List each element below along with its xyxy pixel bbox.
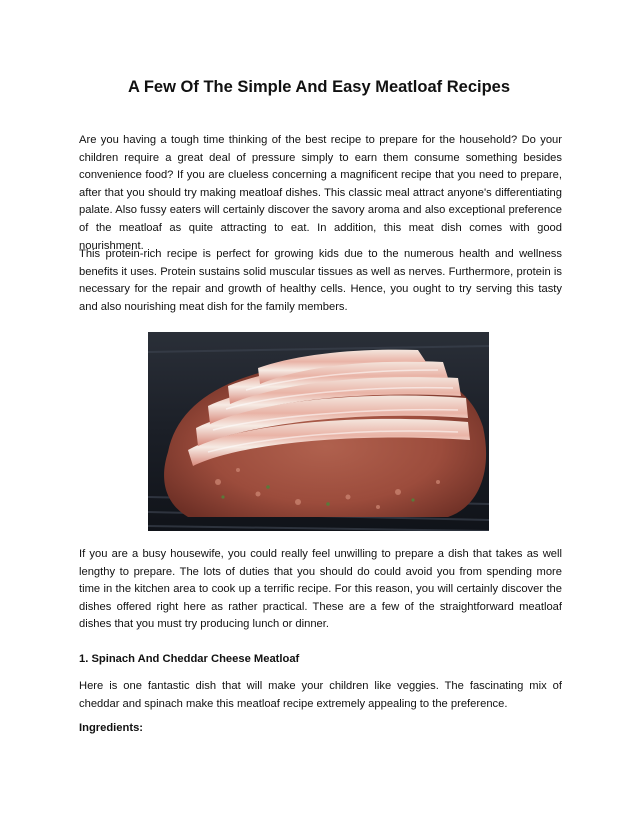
busy-housewife-paragraph: If you are a busy housewife, you could really feel unwilling to prepare a dish that takes as well lengthy to prepare. The lots of duties that you should do could avoid you from spending more time in the kitchen area to cook up a terrific recipe. For this reason, you will certainly discover the dishes offered right here as rather practical. These are a few of the straightforward meatloaf dishes that you must try producing lunch or dinner. [79, 548, 562, 631]
meatloaf-image [148, 332, 489, 531]
intro-paragraph: Are you having a tough time thinking of the best recipe to prepare for the household? Do your children require a great deal of pressure simply to earn them consume something besides convenience food? If you are clueless concerning a magnificent recipe that you need to prepare, after that you should try making meatloaf dishes. This classic meal attract anyone's differentiating palate. Also fussy eaters will certainly discover the savory aroma and also exceptional preference of the meatloaf as quite attracting to eat. In addition, this meat dish comes with good nourishment. [79, 134, 562, 252]
protein-paragraph: This protein-rich recipe is perfect for growing kids due to the numerous health and wellness benefits it uses. Protein sustains solid muscular tissues as well as nerves. Furthermore, protein is necessary for the repair and growth of healthy cells. Hence, you ought to try serving this tasty and also nourishing meat dish for the family members. [79, 248, 562, 313]
ingredients-heading: Ingredients: [79, 722, 144, 734]
meatloaf-photo [148, 332, 489, 531]
spinach-paragraph: Here is one fantastic dish that will make your children like veggies. The fascinating mix of cheddar and spinach make this meatloaf recipe extremely appealing to the preference. [79, 680, 562, 710]
section-heading-spinach-cheddar: 1. Spinach And Cheddar Cheese Meatloaf [79, 653, 300, 665]
page-title: A Few Of The Simple And Easy Meatloaf Recipes [127, 78, 511, 96]
